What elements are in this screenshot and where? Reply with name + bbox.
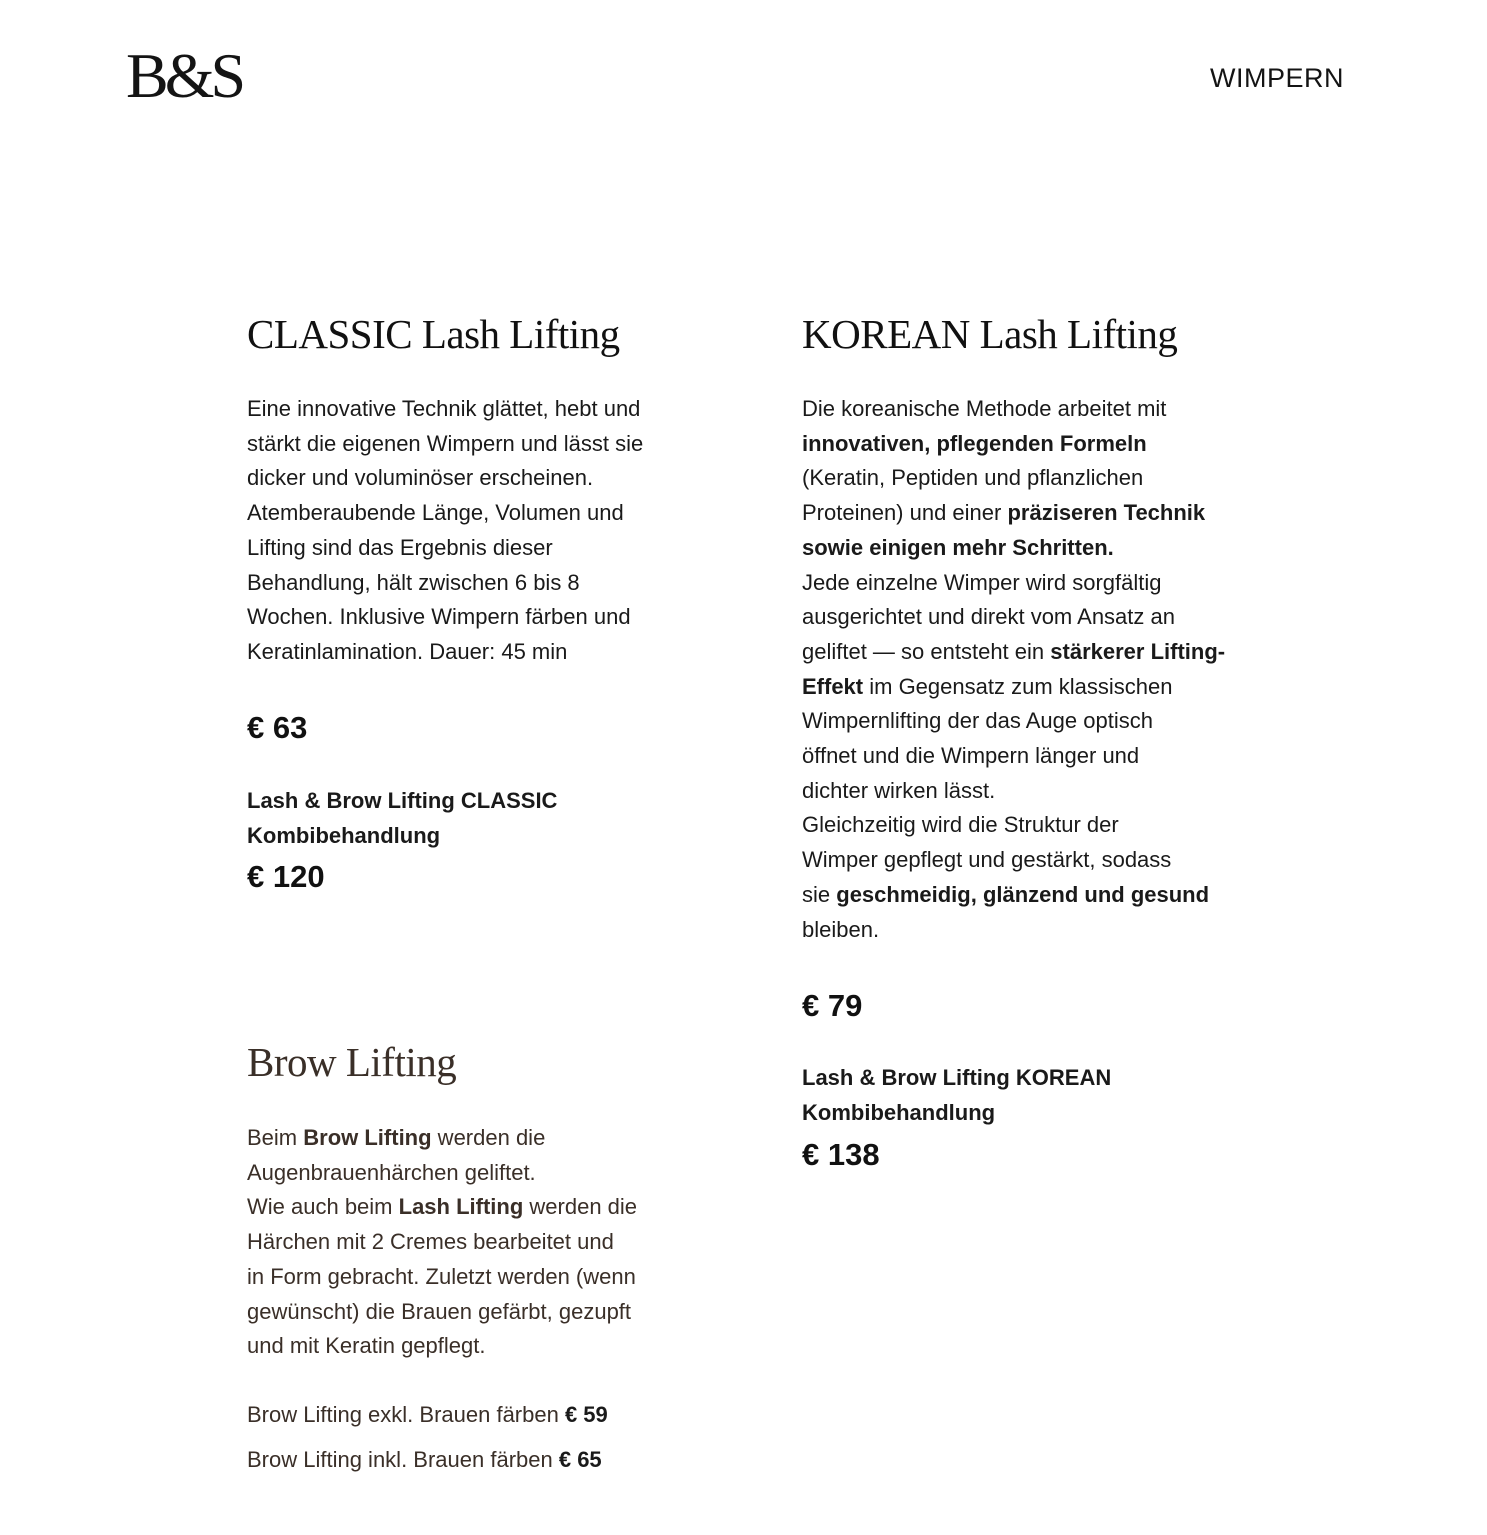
brow-description-line: gewünscht) die Brauen gefärbt, gezupft — [247, 1298, 632, 1324]
korean-text: Proteinen) und einer — [802, 500, 1008, 526]
classic-description-line: Eine innovative Technik glättet, hebt und — [247, 396, 641, 421]
korean-description-line: Wimpernlifting der das Auge optisch — [802, 708, 1153, 734]
classic-combo-price: € 120 — [247, 859, 325, 894]
korean-price: € 79 — [802, 988, 863, 1023]
korean-text: geliftet — so entsteht ein — [802, 638, 1051, 664]
classic-description-line: stärkt die eigenen Wimpern und lässt sie — [247, 430, 644, 456]
korean-description-line: Gleichzeitig wird die Struktur der — [802, 812, 1119, 838]
korean-text: sie — [802, 881, 837, 907]
korean-description-line — [802, 878, 1225, 913]
brow-option-price: € 59 — [564, 1402, 608, 1427]
korean-description-line — [802, 427, 1225, 462]
korean-highlight: Effekt — [802, 673, 864, 699]
korean-description-line — [802, 635, 1225, 670]
korean-highlight: innovativen, pflegenden Formeln — [802, 430, 1147, 456]
korean-description — [802, 392, 1225, 947]
classic-title: CLASSIC Lash Lifting — [247, 311, 620, 357]
korean-description-line — [802, 670, 1225, 705]
korean-description-line: öffnet und die Wimpern länger und — [802, 743, 1140, 769]
classic-price: € 63 — [247, 710, 308, 745]
korean-description-line — [802, 496, 1225, 531]
classic-description-line: Lifting sind das Ergebnis dieser — [247, 534, 553, 560]
classic-combo-title — [247, 784, 557, 853]
korean-combo-line: Kombibehandlung — [802, 1099, 996, 1125]
brow-option-exkl — [247, 1400, 608, 1430]
classic-combo-line: Kombibehandlung — [247, 822, 441, 848]
brow-option-label: Brow Lifting exkl. Brauen färben — [247, 1402, 565, 1427]
classic-description-line: Behandlung, hält zwischen 6 bis 8 — [247, 569, 580, 595]
korean-text: im Gegensatz zum klassischen — [863, 673, 1173, 699]
brow-option-inkl — [247, 1445, 602, 1475]
brow-description-line — [247, 1121, 637, 1156]
brow-description — [247, 1121, 637, 1364]
korean-description-line: bleiben. — [802, 916, 880, 942]
classic-description-line: Atemberaubende Länge, Volumen und — [247, 500, 624, 526]
korean-highlight: sowie einigen mehr Schritten. — [802, 534, 1114, 560]
brow-text: Wie auch beim — [247, 1194, 399, 1220]
korean-description-line — [802, 531, 1225, 566]
brow-highlight: Brow Lifting — [303, 1125, 432, 1150]
korean-description-line: Jede einzelne Wimper wird sorgfältig — [802, 569, 1162, 595]
brow-description-line: und mit Keratin gepflegt. — [247, 1333, 486, 1359]
korean-description-line: dichter wirken lässt. — [802, 777, 996, 803]
brow-option-price: € 65 — [558, 1447, 602, 1472]
nav-link-wimpern[interactable]: WIMPERN — [1210, 63, 1344, 93]
korean-highlight: geschmeidig, glänzend und gesund — [836, 881, 1210, 907]
brow-description-line: in Form gebracht. Zuletzt werden (wenn — [247, 1263, 636, 1289]
korean-highlight: präziseren Technik — [1007, 500, 1206, 526]
brow-highlight: Lash Lifting — [398, 1194, 524, 1220]
korean-description-line: Wimper gepflegt und gestärkt, sodass — [802, 847, 1172, 873]
classic-description-line: Wochen. Inklusive Wimpern färben und — [247, 604, 631, 630]
classic-combo-line: Lash & Brow Lifting CLASSIC — [247, 788, 558, 813]
brow-text: werden die — [431, 1125, 546, 1150]
brow-description-line — [247, 1190, 637, 1225]
brow-description-line: Augenbrauenhärchen geliftet. — [247, 1159, 536, 1185]
brow-text: Beim — [247, 1125, 304, 1150]
brow-option-label: Brow Lifting inkl. Brauen färben — [247, 1447, 559, 1472]
korean-title: KOREAN Lash Lifting — [802, 311, 1178, 357]
korean-combo-line: Lash & Brow Lifting KOREAN — [802, 1065, 1112, 1090]
korean-highlight: stärkerer Lifting- — [1050, 638, 1226, 664]
korean-description-line: (Keratin, Peptiden und pflanzlichen — [802, 465, 1144, 491]
korean-combo-title — [802, 1061, 1111, 1130]
korean-combo-price: € 138 — [802, 1137, 880, 1172]
korean-description-line: ausgerichtet und direkt vom Ansatz an — [802, 604, 1175, 630]
brow-description-line: Härchen mit 2 Cremes bearbeitet und — [247, 1229, 614, 1255]
classic-description-line: dicker und voluminöser erscheinen. — [247, 465, 594, 491]
classic-description-line: Keratinlamination. Dauer: 45 min — [247, 638, 568, 664]
brand-logo[interactable]: B&S — [126, 40, 243, 111]
korean-description-line: Die koreanische Methode arbeitet mit — [802, 396, 1167, 421]
classic-description — [247, 392, 643, 670]
brow-text: werden die — [523, 1194, 638, 1220]
brow-title: Brow Lifting — [247, 1039, 457, 1085]
